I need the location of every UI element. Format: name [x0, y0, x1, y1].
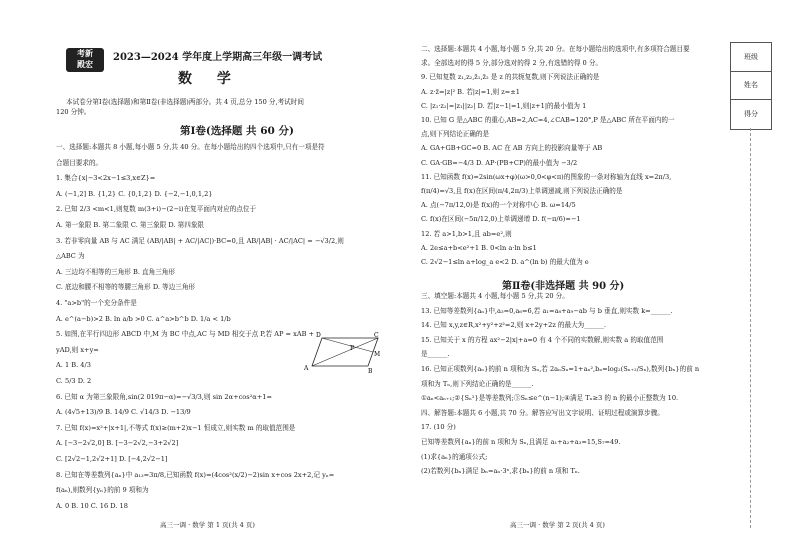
intro-line-1: 本试卷分第Ⅰ卷(选择题)和第Ⅱ卷(非选择题)两部分。共 4 页,总分 150 分,考试时间	[66, 98, 304, 106]
left-lines-line: A. 三边均不相等的三角形 B. 直角三角形	[56, 267, 175, 276]
right-lines-line: 12. 若 a>1,b>1,且 ab=e²,则	[421, 229, 512, 238]
right-lines-line: A. 2e≤a+b<e²+1 B. 0<ln a·ln b≤1	[421, 243, 537, 252]
left-lines-line: C. 底边和腰不相等的等腰三角形 D. 等边三角形	[56, 283, 196, 292]
left-lines-line: 1. 集合{x|−3<2x−1≤3,x∈Z}=	[56, 174, 156, 183]
right-lines2-line: 14. 已知 x,y,z∈R,x²+y²+z²=2,则 x+2y+2z 的最大为______.	[421, 321, 607, 330]
left-lines-line: 4. "a>b"的一个充分条件是	[56, 299, 137, 307]
right-lines2-line: (1)求{aₙ}的通项公式;	[421, 452, 488, 461]
right-lines2-line: ①aₙ<aₙ₊₁;②{Sₙ²}是等差数列;③Sₙ≤e^(n−1);④满足 Tₙ≥3 的 n 的最小正整数为 10.	[421, 394, 679, 403]
right-lines-line: 求。全部选对的得 5 分,部分选对的得 2 分,有选错的得 0 分。	[421, 59, 603, 68]
left-lines-line: A. 第一象限 B. 第二象限 C. 第三象限 D. 第四象限	[56, 221, 205, 229]
right-lines-line: 二、选择题:本题共 4 小题,每小题 5 分,共 20 分。在每小题给出的选项中,有多项符合题目要	[421, 45, 690, 53]
right-lines2-line: 三、填空题:本题共 4 小题,每小题 5 分,共 20 分。	[421, 292, 569, 300]
left-lines-line: C. 5/3 D. 2	[56, 377, 92, 385]
right-lines2-line: 四、解答题:本题共 6 小题,共 70 分。解答应写出文字说明、证明过程或演算步骤。	[421, 408, 664, 417]
class-label: 班级	[731, 43, 771, 72]
right-lines-line: C. |z₁·z₂|=|z₁||z₂| D. 若|z−1|=1,则|z+1|的最小值为 1	[421, 101, 587, 110]
exam-title: 2023—2024 学年度上学期高三年级一调考试	[113, 52, 323, 63]
score-label: 得分	[744, 110, 758, 119]
student-info-box	[730, 42, 772, 130]
left-lines-line: 3. 若非零向量 AB 与 AC 满足 (AB/|AB| + AC/|AC|)·BC=0,且 AB/|AB| · AC/|AC| = −√3/2,则	[56, 236, 344, 245]
part1-title: 第Ⅰ卷(选择题 共 60 分)	[180, 125, 294, 137]
right-lines-line: 9. 已知复数 z₁,z₂,z̄₁,z̄₂ 是 z 的共轭复数,则下列说法正确的是	[421, 73, 600, 82]
right-lines-line: 11. 已知函数 f(x)=2sin(ωx+φ)(ω>0,0<φ<π)的图象的一条对称轴为直线 x=2π/3,	[421, 172, 672, 181]
parallelogram-figure	[300, 332, 380, 374]
left-lines-line: 合题目要求的。	[56, 158, 103, 167]
right-lines2-line: 15. 已知关于 x 的方程 ax²−2|x|+a=0 有 4 个不同的实数解,则实数 a 的取值范围	[421, 335, 664, 344]
publisher-logo	[66, 48, 104, 72]
fig-label-m: M	[374, 351, 380, 358]
fig-label-a: A	[304, 365, 309, 372]
right-lines-line: C. f(x)在区间(−5π/12,0)上单调递增 D. f(−π/6)=−1	[421, 215, 581, 224]
logo-line-2: 殿宏	[77, 59, 93, 69]
right-lines-line: A. 点(−7π/12,0)是 f(x)的一个对称中心 B. ω=14/5	[421, 201, 576, 210]
fig-label-c: C	[374, 332, 379, 339]
left-lines-line: A. 0 B. 10 C. 16 D. 18	[56, 501, 128, 510]
left-lines-line: 2. 已知 2/3 <m<1,则复数 m(3+i)−(2−i)在复平面内对应的点位于	[56, 205, 257, 214]
logo-line-1: 考新	[77, 48, 93, 58]
right-lines2-line: 是______.	[421, 350, 450, 359]
fig-label-d: D	[316, 332, 321, 339]
right-lines2-line: 项和为 Tₙ,则下列结论正确的是______.	[421, 379, 534, 388]
left-lines-line: 6. 已知 α 为第三象限角,sin(2 019π−α)=−√3/3,则 sin 2α+cos²α+1=	[56, 392, 272, 401]
footer-page-2: 高三一调 · 数学 第 2 页(共 4 页)	[510, 521, 605, 529]
right-lines-line: C. 2√2−1≤ln a+log_a e<2 D. a^(ln b) 的最大值为 e	[421, 258, 589, 266]
right-lines-line: 点,则下列结论正确的是	[421, 130, 490, 139]
left-lines-line: C. [2√2−1,2√2+1] D. [−4,2√2−1]	[56, 455, 168, 463]
left-lines-line: 5. 如图,在平行四边形 ABCD 中,M 为 BC 中点,AC 与 MD 相交于点 P,若 AP = xAB +	[56, 330, 315, 339]
footer-page-1: 高三一调 · 数学 第 1 页(共 4 页)	[160, 521, 255, 529]
subject-title: 数 学	[178, 71, 241, 87]
left-lines-line: 7. 已知 f(x)=x²+|x+1|,不等式 f(x)≥(m+2)x−1 恒成立,则实数 m 的取值范围是	[56, 423, 296, 432]
name-label: 姓名	[731, 72, 771, 101]
right-lines2-line: 16. 已知正项数列{aₙ}的前 n 项和为 Sₙ,若 2aₙSₙ=1+aₙ²,bₙ=log₂(Sₙ₊₂/Sₙ),数列{bₙ}的前 n	[421, 365, 700, 373]
left-lines-line: A. (4√5+13)/9 B. 14/9 C. √14/3 D. −13/9	[56, 408, 191, 417]
left-lines-line: A. (−1,2] B. {1,2} C. {0,1,2} D. {−2,−1,0,1,2}	[56, 189, 213, 198]
right-lines2-line: 17. (10 分)	[421, 423, 456, 432]
right-lines2-line: 13. 已知等差数列{aₙ}中,a₃=0,a₆=6,若 a₁=a₈+a₉−ab 与 b 垂直,则实数 k=______.	[421, 306, 673, 315]
left-lines-line: A. e^(a−b)>2 B. ln a/b >0 C. a^a>b^b D. 1/a < 1/b	[56, 314, 231, 323]
right-lines-line: A. GA+GB+GC=0 B. AC 在 AB 方向上的投影向量等于 AB	[421, 144, 603, 153]
fig-label-b: B	[368, 368, 373, 374]
right-lines-line: f(π/4)=√3,且 f(x)在区间(π/4,2π/3)上单调递减,则下列说法正确的是	[421, 187, 623, 195]
left-lines-line: f(aₙ),则数列{yₙ}的前 9 项和为	[56, 486, 149, 495]
left-lines-line: yAD,则 x+y=	[56, 345, 99, 354]
left-lines-line: A. 1 B. 4/3	[56, 361, 91, 370]
binding-line	[750, 128, 751, 528]
fig-label-p: P	[350, 345, 355, 352]
right-lines2-line: 已知等差数列{aₙ}的前 n 项和为 Sₙ,且满足 a₁+a₂+a₃=15,S₇=49.	[421, 438, 621, 446]
page-2	[405, 0, 725, 547]
intro-line-2: 120 分钟。	[56, 108, 91, 116]
left-lines-line: △ABC 为	[56, 252, 85, 261]
left-lines-line: A. [−3−2√2,0] B. [−3−2√2,−3+2√2]	[56, 439, 179, 448]
right-lines-line: A. z·z̄=|z|² B. 若|z|=1,则 z=±1	[421, 87, 520, 96]
left-lines-line: 一、选择题:本题共 8 小题,每小题 5 分,共 40 分。在每小题给出的四个选项中,只有一项是符	[56, 143, 325, 151]
right-lines2-line: (2)若数列{bₙ}满足 bₙ=aₙ·3ⁿ,求{bₙ}的前 n 项和 Tₙ.	[421, 467, 580, 476]
part2-title: 第Ⅱ卷(非选择题 共 90 分)	[502, 281, 625, 292]
right-lines-line: C. GA·GB=−4/3 D. AP·(PB+CP)的最小值为 −3/2	[421, 158, 578, 167]
right-lines-line: 10. 已知 G 是△ABC 的重心,AB=2,AC=4,∠CAB=120°,P 是△ABC 所在平面内的一	[421, 116, 675, 124]
left-lines-line: 8. 已知在等差数列{aₙ}中 a₁₃=3π/8,已知函数 f(x)=(4cos²(x/2)−2)sin x+cos 2x+2,记 yₙ=	[56, 470, 335, 479]
